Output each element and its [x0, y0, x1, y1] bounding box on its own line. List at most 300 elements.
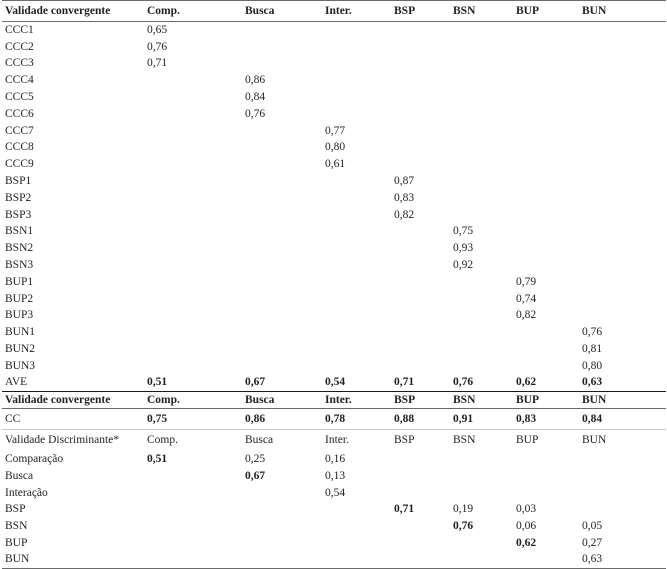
table-row: [2, 55, 666, 72]
table-cell: [513, 89, 579, 106]
table-cell: [322, 55, 391, 72]
table-row: [2, 38, 666, 55]
table-cell: [450, 89, 513, 106]
row-label: BSP: [5, 503, 26, 516]
header-cell: BSP: [391, 391, 450, 408]
table-cell: [450, 484, 513, 501]
table-cell: 0,71: [147, 57, 168, 70]
table-cell: 0,06: [516, 520, 537, 533]
cc-value: 0,88: [394, 412, 415, 425]
table-cell: [144, 156, 242, 173]
table-cell: 0,81: [582, 343, 603, 356]
table-cell: [513, 173, 579, 190]
table-cell: [391, 551, 450, 568]
table-cell: [144, 357, 242, 374]
table-cell: [579, 273, 666, 290]
table-cell: [322, 240, 391, 257]
table-cell: [391, 273, 450, 290]
table-cell: [450, 156, 513, 173]
table-cell: [579, 38, 666, 55]
header-cell: Inter.: [322, 1, 391, 22]
table-cell: [450, 467, 513, 484]
table-cell: [391, 223, 450, 240]
table-cell: [513, 357, 579, 374]
table-cell: [450, 273, 513, 290]
table-cell: [450, 38, 513, 55]
table-cell: [144, 273, 242, 290]
table-cell: 0,75: [453, 225, 474, 238]
table-cell: [322, 501, 391, 518]
table-cell: [144, 290, 242, 307]
table-cell: [242, 206, 322, 223]
table-cell: [322, 105, 391, 122]
table-cell: [144, 535, 242, 552]
table-cell: [322, 257, 391, 274]
table-cell: 0,25: [245, 452, 266, 465]
table-cell: [450, 535, 513, 552]
ave-value: 0,63: [579, 374, 666, 391]
table-cell: 0,83: [394, 191, 415, 204]
table-cell: [242, 189, 322, 206]
table-cell: [391, 357, 450, 374]
table-cell: [513, 257, 579, 274]
table-cell: [579, 139, 666, 156]
table-cell: 0,93: [453, 242, 474, 255]
table-cell: [391, 72, 450, 89]
table-row: [2, 551, 666, 568]
row-label: BUP: [5, 536, 28, 549]
table-cell: 0,76: [147, 40, 168, 53]
table-cell: 0,76: [582, 326, 603, 339]
table-cell: [391, 139, 450, 156]
table-cell: [391, 257, 450, 274]
table-cell: 0,74: [516, 292, 537, 305]
table-cell: [322, 38, 391, 55]
table-cell: [450, 307, 513, 324]
second-header-row: [2, 391, 666, 408]
table-cell: [391, 535, 450, 552]
table-row: [2, 484, 666, 501]
table-cell: [322, 290, 391, 307]
table-cell: [450, 357, 513, 374]
validity-table: [2, 0, 666, 569]
header-cell: Comp.: [144, 429, 242, 451]
table-cell: [391, 341, 450, 358]
table-row: [2, 173, 666, 190]
table-cell: [144, 341, 242, 358]
table-cell: 0,76: [453, 520, 474, 533]
table-cell: 0,77: [325, 124, 346, 137]
table-cell: [391, 290, 450, 307]
table-cell: [322, 206, 391, 223]
row-label: BUN: [2, 551, 144, 568]
table-cell: [242, 290, 322, 307]
table-cell: [144, 501, 242, 518]
table-row: [2, 535, 666, 552]
table-cell: [513, 122, 579, 139]
table-cell: [391, 22, 450, 39]
table-cell: [579, 105, 666, 122]
header-cell: Validade convergente: [2, 391, 144, 408]
table-cell: [242, 223, 322, 240]
table-cell: [242, 518, 322, 535]
table-cell: [322, 341, 391, 358]
table-cell: [322, 551, 391, 568]
table-cell: [450, 551, 513, 568]
table-cell: [144, 551, 242, 568]
table-cell: [450, 206, 513, 223]
row-label: AVE: [2, 374, 144, 391]
cc-value: 0,75: [147, 412, 168, 425]
table-cell: [513, 240, 579, 257]
table-cell: 0,65: [147, 24, 168, 37]
header-cell: Busca: [242, 391, 322, 408]
row-label: CC: [5, 412, 21, 425]
table-cell: 0,63: [579, 551, 666, 568]
row-label: BUN1: [5, 326, 36, 339]
table-cell: 0,92: [453, 259, 474, 272]
table-cell: 0,80: [325, 141, 346, 154]
header-cell: BSN: [450, 429, 513, 451]
table-cell: [579, 290, 666, 307]
table-cell: [391, 324, 450, 341]
table-cell: [144, 307, 242, 324]
table-cell: [242, 173, 322, 190]
table-cell: [579, 72, 666, 89]
table-row: [2, 341, 666, 358]
table-cell: [144, 467, 242, 484]
table-cell: [391, 156, 450, 173]
table-cell: [242, 307, 322, 324]
ave-value: 0,67: [242, 374, 322, 391]
row-label: BUN3: [5, 359, 36, 372]
table-cell: [450, 451, 513, 468]
table-cell: [144, 324, 242, 341]
row-label: BUP3: [5, 309, 34, 322]
table-cell: [513, 72, 579, 89]
ave-value: 0,62: [513, 374, 579, 391]
row-label: BSN2: [5, 242, 34, 255]
row-label: BSP2: [5, 191, 32, 204]
table-cell: [450, 324, 513, 341]
table-cell: [144, 206, 242, 223]
table-cell: [579, 55, 666, 72]
table-cell: [579, 156, 666, 173]
header-cell: Validade convergente: [2, 1, 144, 22]
table-cell: [391, 55, 450, 72]
table-cell: [322, 324, 391, 341]
table-cell: [322, 273, 391, 290]
table-cell: [513, 55, 579, 72]
table-cell: [242, 122, 322, 139]
table-cell: [391, 240, 450, 257]
table-cell: [450, 22, 513, 39]
table-cell: [513, 22, 579, 39]
row-label: CCC2: [5, 40, 34, 53]
table-cell: [322, 518, 391, 535]
row-label: BSN3: [5, 259, 34, 272]
table-cell: [579, 257, 666, 274]
table-cell: [391, 307, 450, 324]
table-row: [2, 122, 666, 139]
row-label: CCC5: [5, 91, 34, 104]
table-cell: [513, 341, 579, 358]
ave-value: 0,51: [144, 374, 242, 391]
cc-row: [2, 408, 666, 429]
table-cell: [322, 535, 391, 552]
table-cell: [450, 189, 513, 206]
discriminant-section: [2, 451, 666, 569]
table-cell: 0,82: [516, 309, 537, 322]
table-row: [2, 22, 666, 39]
table-cell: [513, 324, 579, 341]
table-cell: 0,13: [325, 469, 346, 482]
table-cell: 0,67: [245, 469, 266, 482]
row-label: BSN: [5, 520, 28, 533]
table-cell: [242, 55, 322, 72]
header-cell: BUN: [579, 429, 666, 451]
table-cell: 0,61: [325, 158, 346, 171]
table-cell: 0,86: [245, 74, 266, 87]
table-cell: [144, 89, 242, 106]
table-cell: 0,16: [325, 452, 346, 465]
table-cell: [144, 173, 242, 190]
table-row: [2, 257, 666, 274]
header-cell: BSN: [450, 1, 513, 22]
table-cell: [513, 105, 579, 122]
table-cell: [513, 189, 579, 206]
table-cell: [242, 324, 322, 341]
table-cell: [322, 72, 391, 89]
table-cell: 0,79: [516, 275, 537, 288]
row-label: Comparação: [5, 452, 64, 465]
table-cell: [513, 484, 579, 501]
table-cell: [144, 122, 242, 139]
table-cell: 0,76: [245, 107, 266, 120]
table-cell: [242, 156, 322, 173]
row-label: Interação: [5, 486, 48, 499]
table-cell: [513, 206, 579, 223]
table-cell: [242, 38, 322, 55]
table-cell: [579, 484, 666, 501]
table-cell: [391, 89, 450, 106]
table-cell: 0,84: [245, 91, 266, 104]
row-label: CCC3: [5, 57, 34, 70]
ave-value: 0,71: [391, 374, 450, 391]
row-label: BSP1: [5, 175, 32, 188]
header-cell: Busca: [242, 429, 322, 451]
ave-value: 0,76: [450, 374, 513, 391]
table-row: [2, 273, 666, 290]
table-row: [2, 357, 666, 374]
table-cell: 0,71: [394, 503, 415, 516]
cc-value: 0,86: [245, 412, 266, 425]
row-label: BUP2: [5, 292, 34, 305]
table-cell: 0,87: [394, 175, 415, 188]
cc-value: 0,91: [453, 412, 474, 425]
table-cell: [513, 223, 579, 240]
header-cell: BSN: [450, 391, 513, 408]
table-cell: [242, 240, 322, 257]
table-cell: [450, 72, 513, 89]
header-cell: Comp.: [144, 391, 242, 408]
header-cell: BUP: [513, 391, 579, 408]
table-cell: [242, 551, 322, 568]
table-cell: [242, 139, 322, 156]
table-cell: [579, 89, 666, 106]
header-cell: BUP: [513, 1, 579, 22]
table-cell: 0,51: [147, 452, 168, 465]
table-cell: [579, 451, 666, 468]
table-row: [2, 307, 666, 324]
summary-section: [2, 374, 666, 450]
table-cell: [242, 501, 322, 518]
table-cell: 0,05: [582, 520, 603, 533]
table-row: [2, 105, 666, 122]
table-cell: [391, 518, 450, 535]
header-cell: Validade Discriminante*: [2, 429, 144, 451]
table-row: [2, 451, 666, 468]
table-cell: [322, 22, 391, 39]
header-cell: Busca: [242, 1, 322, 22]
table-cell: [242, 535, 322, 552]
table-cell: [322, 223, 391, 240]
discriminant-header-row: [2, 429, 666, 451]
row-label: Busca: [5, 469, 34, 482]
table-cell: [144, 139, 242, 156]
table-cell: [579, 122, 666, 139]
table-cell: 0,03: [516, 503, 537, 516]
table-cell: [450, 122, 513, 139]
table-cell: 0,54: [325, 486, 346, 499]
header-cell: Inter.: [322, 429, 391, 451]
table-cell: [391, 484, 450, 501]
table-cell: [242, 341, 322, 358]
header-row: [2, 1, 666, 22]
table-row: [2, 467, 666, 484]
table-cell: [579, 189, 666, 206]
table-cell: [513, 467, 579, 484]
cc-value: 0,84: [582, 412, 603, 425]
table-cell: [513, 156, 579, 173]
cc-value: 0,83: [516, 412, 537, 425]
row-label: CCC7: [5, 124, 34, 137]
table-cell: [391, 105, 450, 122]
row-label: CCC6: [5, 107, 34, 120]
table-cell: [579, 173, 666, 190]
table-cell: [144, 189, 242, 206]
table-cell: 0,62: [516, 536, 537, 549]
table-cell: [450, 139, 513, 156]
table-cell: [144, 518, 242, 535]
table-cell: [579, 467, 666, 484]
table-cell: [322, 89, 391, 106]
table-cell: 0,82: [394, 208, 415, 221]
loadings-section: [2, 22, 666, 375]
table-row: [2, 72, 666, 89]
table-cell: [391, 38, 450, 55]
table-cell: [391, 451, 450, 468]
table-cell: [242, 257, 322, 274]
ave-value: 0,54: [322, 374, 391, 391]
table-row: [2, 89, 666, 106]
table-cell: [391, 122, 450, 139]
row-label: CCC4: [5, 74, 34, 87]
row-label: BSP3: [5, 208, 32, 221]
row-label: BUP1: [5, 275, 34, 288]
table-cell: [144, 105, 242, 122]
table-cell: [579, 22, 666, 39]
table-row: [2, 206, 666, 223]
row-label: BUN2: [5, 343, 36, 356]
table-cell: 0,19: [453, 503, 474, 516]
table-cell: [450, 55, 513, 72]
cc-value: 0,78: [325, 412, 346, 425]
table-cell: [144, 223, 242, 240]
row-label: BSN1: [5, 225, 34, 238]
table-cell: [144, 240, 242, 257]
table-cell: [242, 484, 322, 501]
table-cell: [450, 105, 513, 122]
table-row: [2, 189, 666, 206]
table-cell: [450, 341, 513, 358]
ave-row: [2, 374, 666, 391]
header-cell: BSP: [391, 1, 450, 22]
table-cell: [513, 38, 579, 55]
table-cell: [144, 72, 242, 89]
table-cell: [322, 189, 391, 206]
table-cell: 0,80: [582, 359, 603, 372]
table-row: [2, 501, 666, 518]
table-cell: [144, 257, 242, 274]
header-cell: BUN: [579, 391, 666, 408]
table-cell: [144, 484, 242, 501]
table-cell: [242, 273, 322, 290]
table-cell: [579, 307, 666, 324]
table-row: [2, 290, 666, 307]
row-label: CCC1: [5, 24, 34, 37]
table-cell: [391, 467, 450, 484]
header-cell: Comp.: [144, 1, 242, 22]
table-cell: [513, 451, 579, 468]
table-cell: [242, 22, 322, 39]
header-cell: BUP: [513, 429, 579, 451]
table-row: [2, 240, 666, 257]
table-cell: [513, 139, 579, 156]
table-cell: [322, 173, 391, 190]
header-cell: Inter.: [322, 391, 391, 408]
table-cell: 0,27: [582, 536, 603, 549]
table-cell: [450, 290, 513, 307]
table-cell: [579, 240, 666, 257]
row-label: CCC8: [5, 141, 34, 154]
table-cell: [579, 223, 666, 240]
table-cell: [322, 357, 391, 374]
table-cell: [450, 173, 513, 190]
table-row: [2, 223, 666, 240]
table-cell: [579, 501, 666, 518]
table-cell: [579, 206, 666, 223]
header-cell: BSP: [391, 429, 450, 451]
table-cell: [322, 307, 391, 324]
row-label: CCC9: [5, 158, 34, 171]
table-cell: [513, 551, 579, 568]
table-row: [2, 518, 666, 535]
table-row: [2, 139, 666, 156]
table-cell: [242, 357, 322, 374]
table-row: [2, 324, 666, 341]
header-cell: BUN: [579, 1, 666, 22]
